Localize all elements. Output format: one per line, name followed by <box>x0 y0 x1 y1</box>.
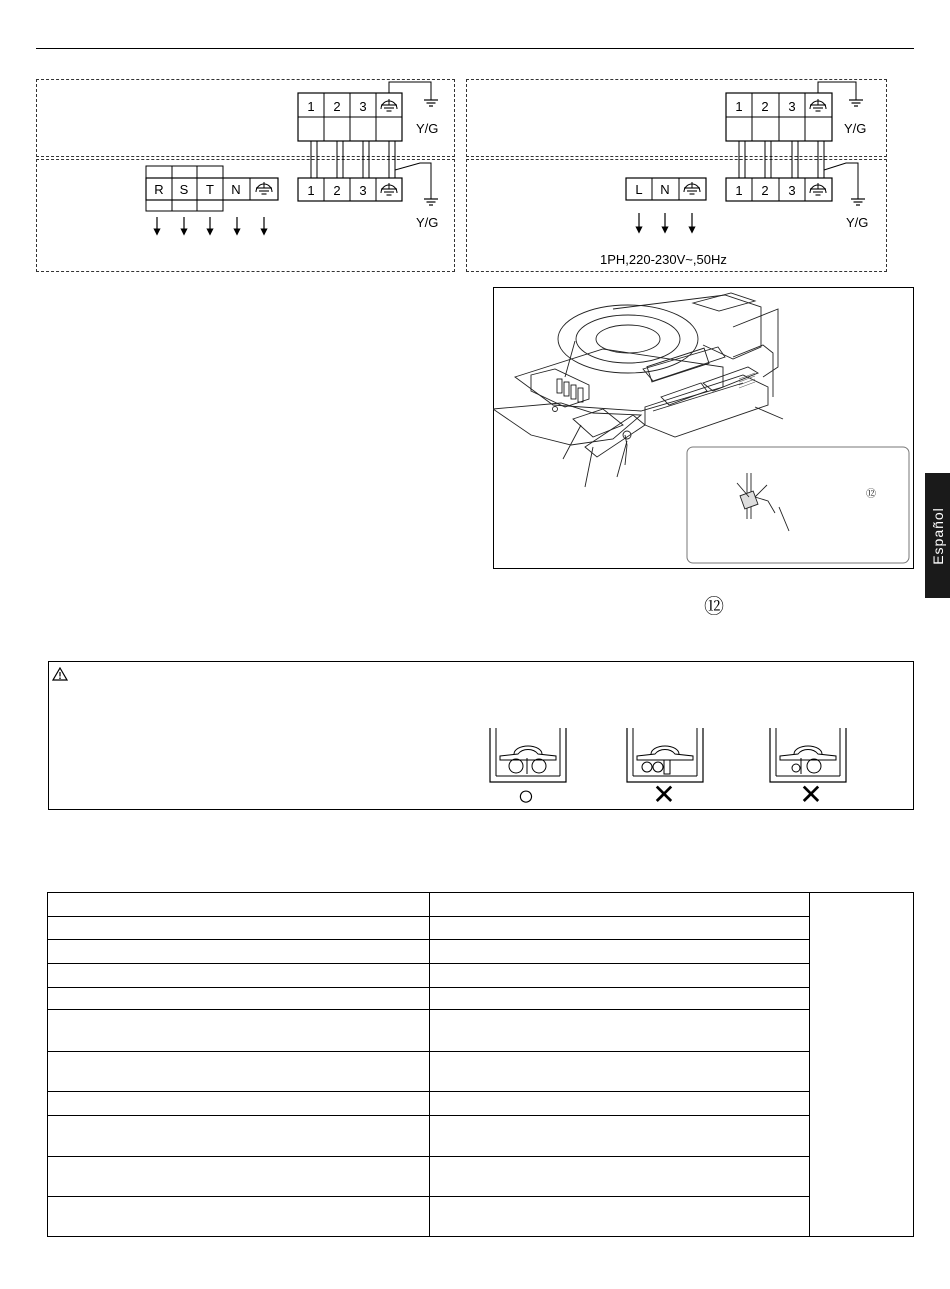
spec-table <box>47 892 914 1237</box>
ground-label: Y/G <box>846 215 869 230</box>
terminal-label: 1 <box>307 99 315 114</box>
terminal-label: 3 <box>788 183 796 198</box>
table-side-cell <box>810 893 914 1237</box>
left-interconnect-wires <box>311 141 395 180</box>
power-terminal-label: R <box>154 182 164 197</box>
ground-icon <box>424 193 438 205</box>
verdict-mark: ✕ <box>799 779 823 810</box>
ground-label: Y/G <box>416 121 439 136</box>
table-row <box>48 1116 914 1157</box>
power-terminal-label: N <box>231 182 241 197</box>
installation-figure <box>493 287 914 569</box>
ground-label: Y/G <box>844 121 867 136</box>
terminal-label: 2 <box>333 99 341 114</box>
terminal-label: 1 <box>735 99 743 114</box>
power-terminal-label: L <box>635 182 643 197</box>
power-terminal-label: T <box>206 182 214 197</box>
ground-icon <box>849 94 863 106</box>
language-tab <box>925 473 950 598</box>
figure-inset <box>687 447 909 563</box>
terminal-label: 1 <box>307 183 315 198</box>
terminal-label: 2 <box>333 183 341 198</box>
table-row <box>48 893 914 917</box>
power-terminal-label: S <box>179 182 189 197</box>
table-row <box>48 1157 914 1197</box>
clamp-example-wrong-1 <box>627 728 703 810</box>
figure-number: ⑫ <box>704 596 724 618</box>
right-power-arrows <box>639 213 692 230</box>
right-top-terminal-block <box>726 93 832 141</box>
verdict-mark: ✕ <box>652 779 676 810</box>
terminal-label: 3 <box>359 99 367 114</box>
table-row <box>48 1010 914 1052</box>
wiring-diagrams <box>0 0 950 290</box>
left-power-arrows <box>157 217 264 232</box>
cable-clamp-examples <box>480 722 860 810</box>
right-power-terminal-block <box>626 178 706 200</box>
ground-icon <box>424 94 438 106</box>
terminal-label: 1 <box>735 183 743 198</box>
terminal-label: 2 <box>761 99 769 114</box>
terminal-label: 2 <box>761 183 769 198</box>
table-row <box>48 917 914 940</box>
power-spec-label: 1PH,220-230V~,50Hz <box>600 252 727 267</box>
right-bottom-terminal-block <box>726 178 832 201</box>
power-terminal-label: N <box>660 182 670 197</box>
table-row <box>48 964 914 988</box>
ground-icon <box>851 193 865 205</box>
warning-triangle-icon <box>52 667 68 681</box>
left-power-terminal-block <box>146 166 278 211</box>
table-row <box>48 1197 914 1237</box>
table-row <box>48 1092 914 1116</box>
left-bottom-terminal-block <box>298 178 402 201</box>
ground-label: Y/G <box>416 215 439 230</box>
table-row <box>48 940 914 964</box>
clamp-example-correct <box>490 728 566 810</box>
verdict-mark: ○ <box>517 780 535 810</box>
table-row <box>48 988 914 1010</box>
right-interconnect-wires <box>739 141 824 180</box>
terminal-label: 3 <box>788 99 796 114</box>
clamp-example-wrong-2 <box>770 728 846 810</box>
terminal-label: 3 <box>359 183 367 198</box>
language-tab-label: Español <box>929 506 946 565</box>
inset-figure-number: ⑫ <box>866 489 876 500</box>
left-top-terminal-block <box>298 93 402 141</box>
table-row <box>48 1052 914 1092</box>
